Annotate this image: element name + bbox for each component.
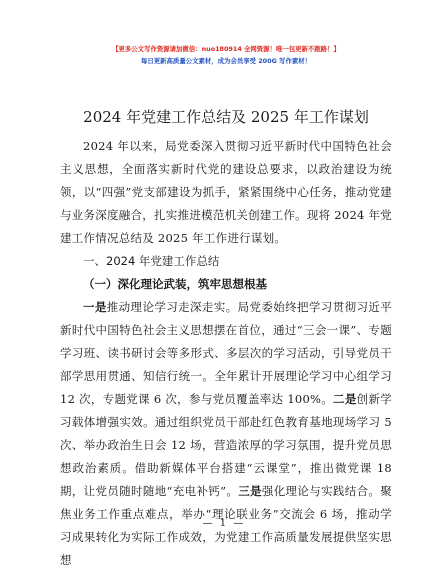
point-lead-3: 三是 xyxy=(238,484,262,498)
document-title: 2024 年党建工作总结及 2025 年工作谋划 xyxy=(83,108,369,126)
page-number: — 1 — xyxy=(202,518,246,529)
point-text-1: 推动理论学习走深走实。局党委始终把学习贯彻习近平新时代中国特色社会主义思想摆在首位，通过“三会一课”、专题学习班、读书研讨会等多形式、多层次的学习活动，引导党员干部学思用贯通、知信行统一。全年累计开展理论学习中心组学习 12 次，专题党课 6 次，参与党员覆盖率达 100%。 xyxy=(60,300,392,406)
promo-banner-line-1: 【更多公文写作资源请加微信：nuo180914 全网资源！唯一包更新不跑路！】 xyxy=(112,45,340,53)
point-lead-2: 二是 xyxy=(333,392,357,406)
promo-banner-line-2: 每日更新高质量公文素材，成为会员享受 200G 写作素材！ xyxy=(140,57,312,65)
section-heading-1: 一、2024 年党建工作总结 xyxy=(83,254,220,268)
point-text-3: 强化理论与实践结合。聚焦业务工作重点难点，举办“理论联业务”交流会 6 场，推动学习成果转化为实际工作成效，为党建工作高质量发展提供坚实思想 xyxy=(60,484,393,567)
subsection-heading-1: （一）深化理论武装，筑牢思想根基 xyxy=(83,277,267,291)
intro-paragraph: 2024 年以来，局党委深入贯彻习近平新时代中国特色社会主义思想，全面落实新时代党的建设总要求，以政治建设为统领，以“四强”党支部建设为抓手，紧紧围绕中心任务，推动党建与业务深度融合，扎实推进模范机关创建工作。现将 2024 年党建工作情况总结及 2025 年工作进行谋划。 xyxy=(60,139,392,245)
point-text-2: 创新学习载体增强实效。通过组织党员干部赴红色教育基地现场学习 5 次、举办政治生日会 12 场，营造浓厚的学习氛围，提升党员思想政治素质。借助新媒体平台搭建“云课堂”，推出微党课 18 期，让党员随时随地“充电补钙”。 xyxy=(60,392,393,498)
point-lead-1: 一是 xyxy=(83,300,107,314)
